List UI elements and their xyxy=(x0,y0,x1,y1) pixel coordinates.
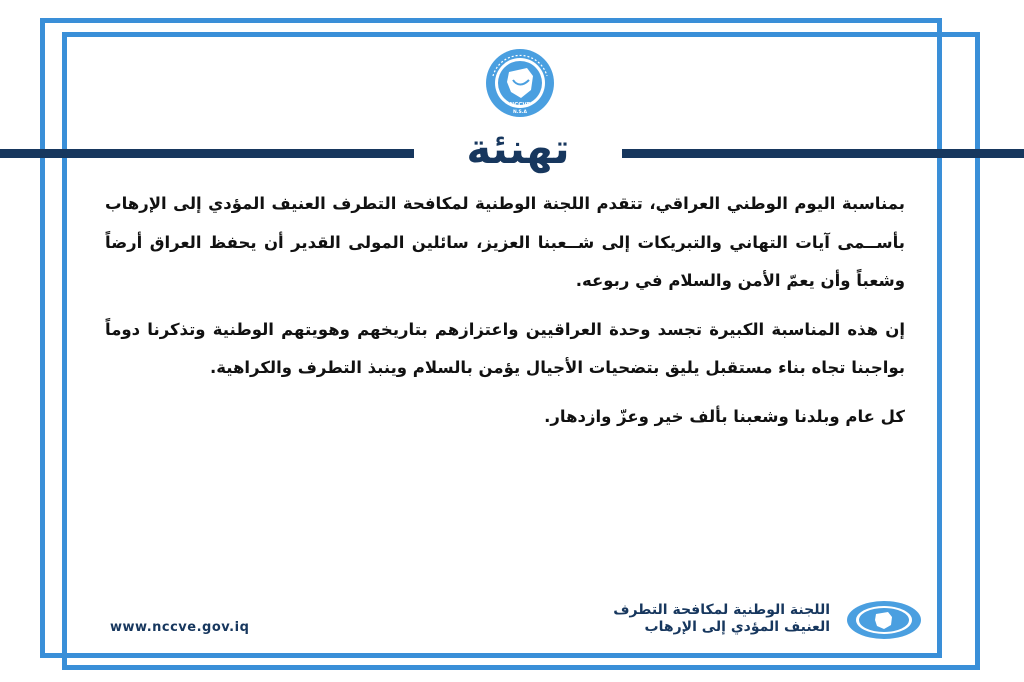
paragraph-1: بمناسبة اليوم الوطني العراقي، تتقدم اللجنة الوطنية لمكافحة التطرف العنيف المؤدي إلى الإرهاب بأســمى آيات التهاني والتبريكات إلى شــعبنا العزيز، سائلين المولى القدير أن يحفظ العراق أرضاً وشعباً وأن يعمّ الأمن والسلام في ربوعه. xyxy=(105,194,905,290)
nccve-logo xyxy=(449,46,591,120)
nccve-footer-logo xyxy=(846,600,922,640)
footer-org-line-2: العنيف المؤدي إلى الإرهاب xyxy=(644,619,830,635)
title-rule-right xyxy=(622,149,1024,158)
paragraph-2: إن هذه المناسبة الكبيرة تجسد وحدة العراقيين واعتزازهم بتاريخهم وهويتهم الوطنية وتذكرنا دوماً بواجبنا تجاه بناء مستقبل يليق بتضحيات الأجيال يؤمن بالسلام وينبذ التطرف والكراهية. xyxy=(105,319,905,377)
message-body xyxy=(105,185,905,436)
footer-org-line-1: اللجنة الوطنية لمكافحة التطرف xyxy=(613,602,830,618)
website-link[interactable]: www.nccve.gov.iq xyxy=(110,620,250,635)
logo-abbreviation: NCCVE xyxy=(509,102,531,108)
title-rule-left xyxy=(0,149,414,158)
paragraph-3: كل عام وبلدنا وشعبنا بألف خير وعزّ وازدهار. xyxy=(544,406,905,426)
footer-org-name xyxy=(540,602,830,636)
logo-subtitle: N.S.A xyxy=(513,110,527,115)
page-title: تهنئة xyxy=(466,123,570,173)
